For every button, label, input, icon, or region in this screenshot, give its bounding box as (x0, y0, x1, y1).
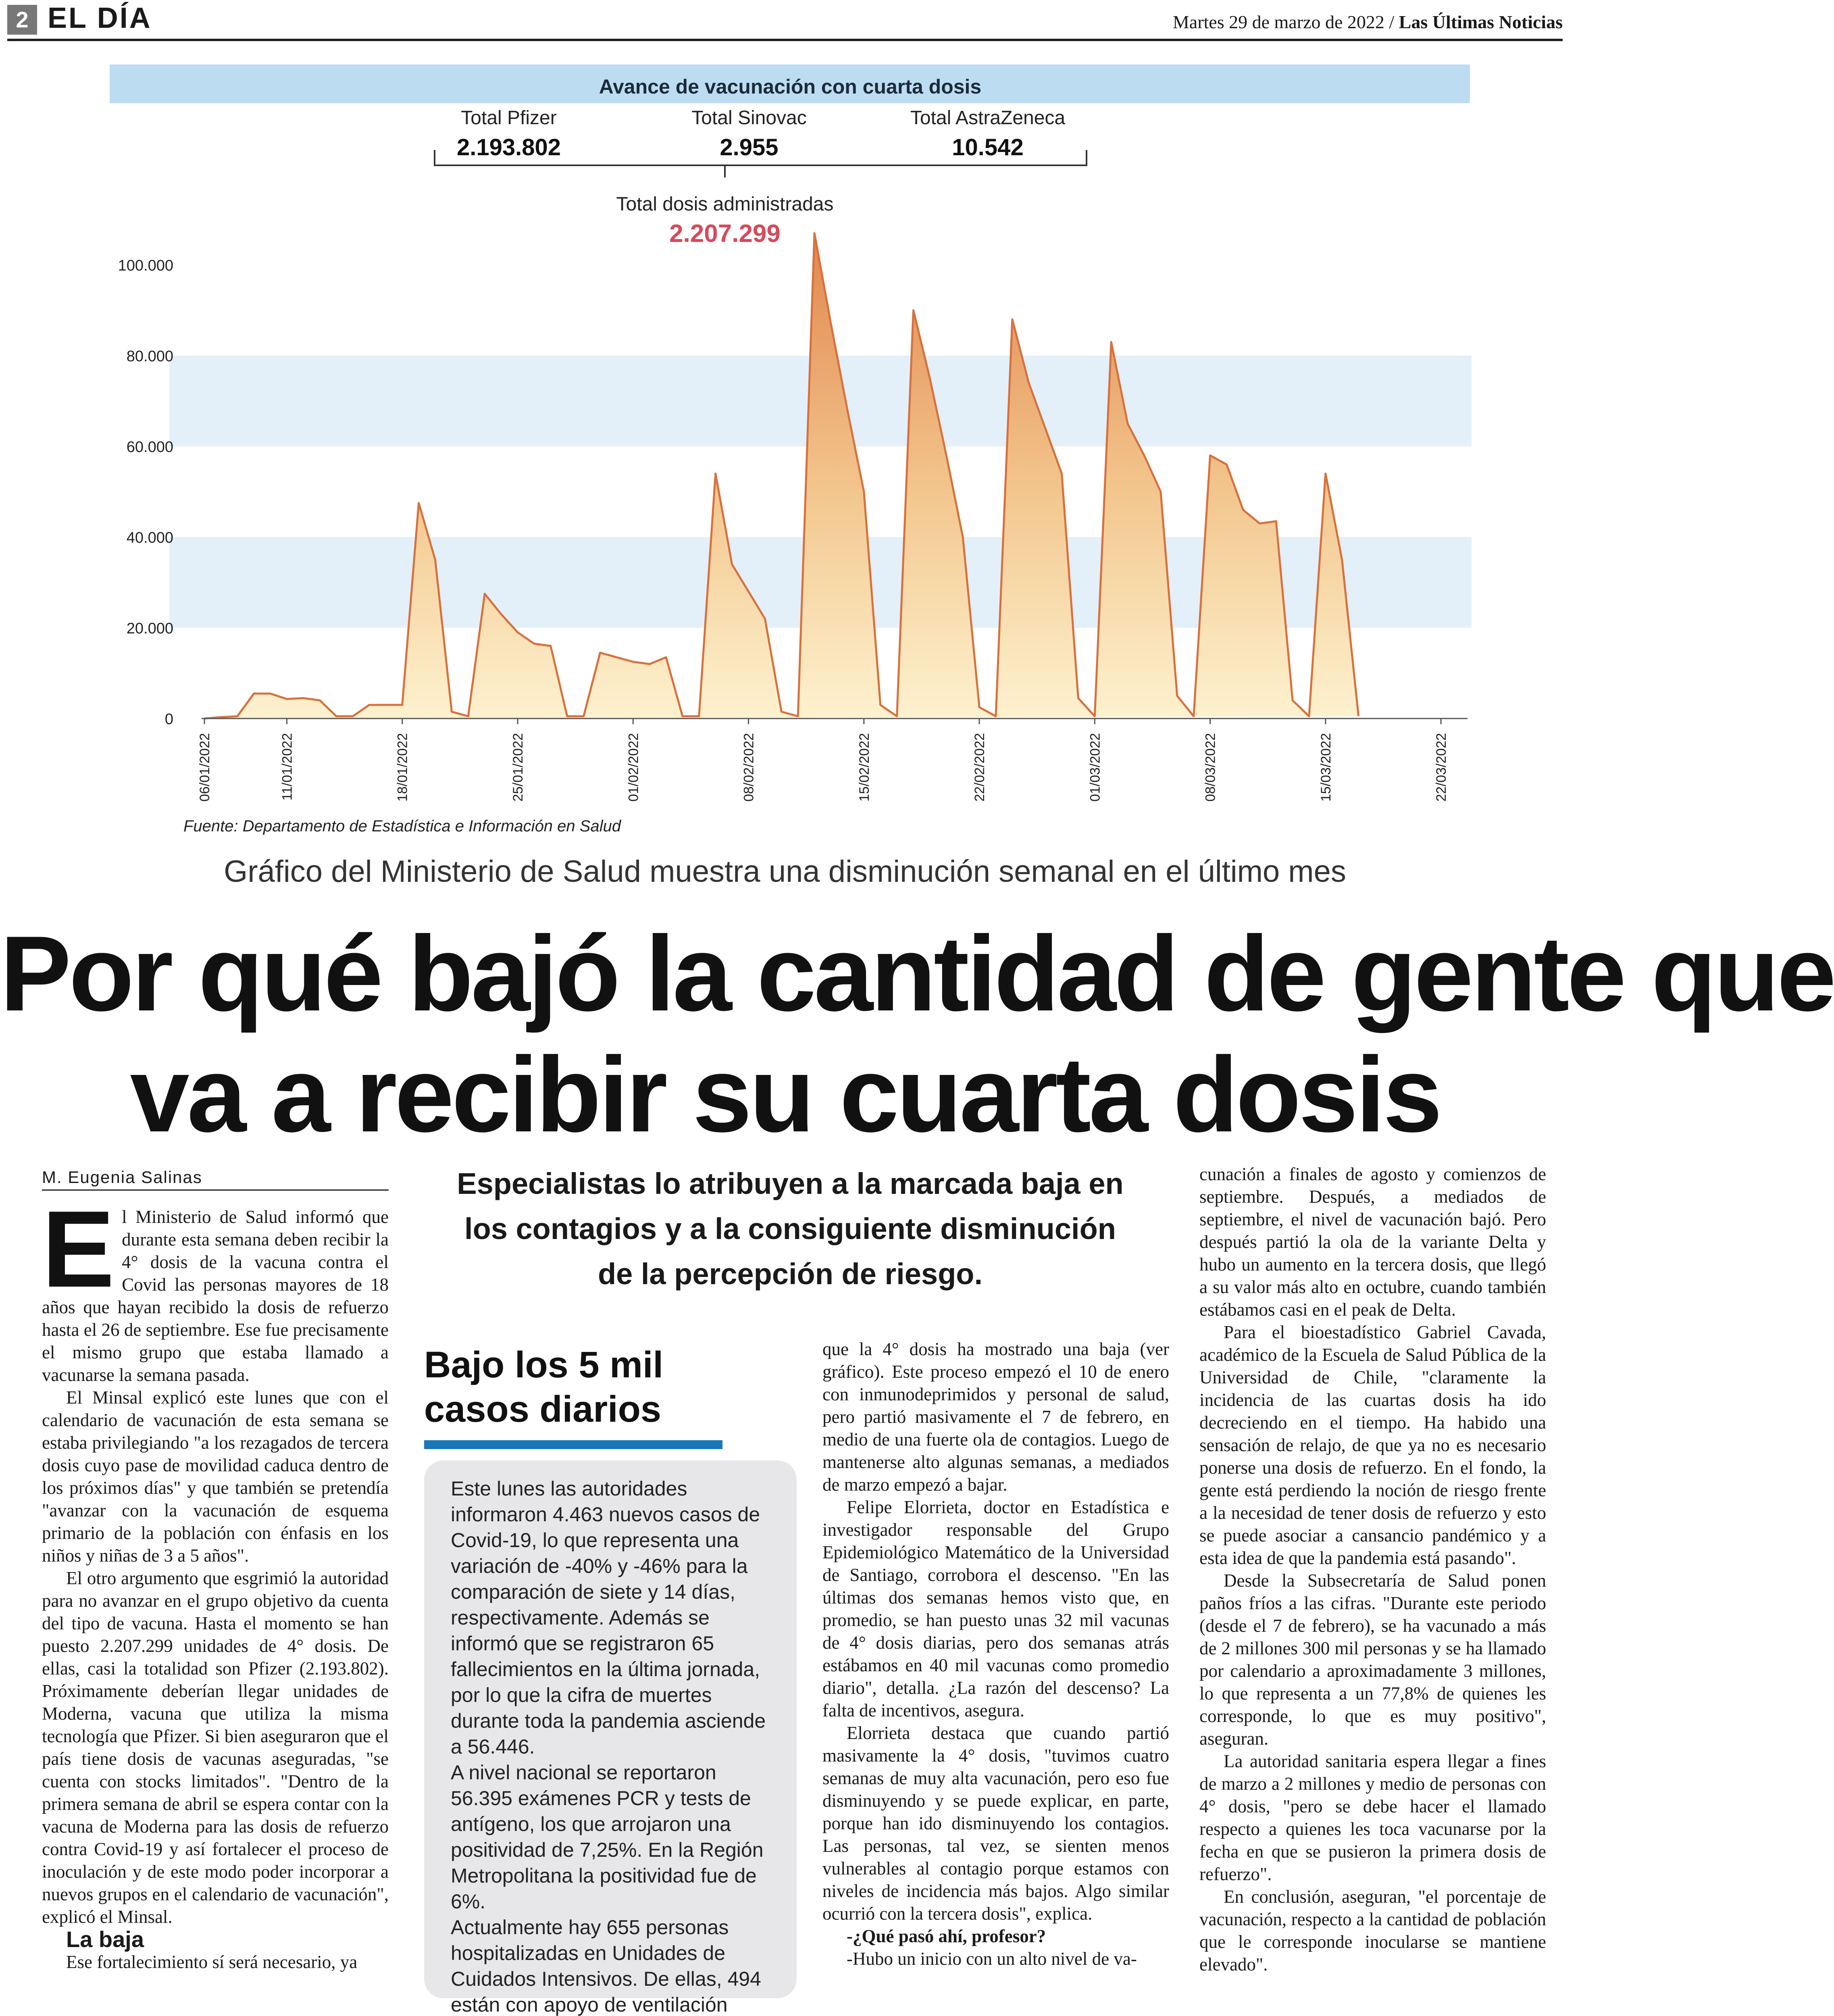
x-tick-label: 06/01/2022 (197, 733, 212, 802)
box-paragraph-3: Actualmente hay 655 personas hospitalizadas en Unidades de Cuidados Intensivos. De ellas, 494 están con apoyo de ventilación (451, 1916, 761, 2016)
col3-paragraph-3: Elorrieta destaca que cuando partió masivamente la 4° dosis, "tuvimos cuatro semanas de muy alta vacunación, pero eso fue disminuyendo y se puede explicar, en parte, porque han ido disminuyendo los contagios. Las personas, tal vez, se sienten menos vulnerables al contagio porque estamos con niveles de incidencia más bajos. Algo similar ocurrió con la tercera dosis", explica. (822, 1723, 1169, 1924)
x-tick-label: 08/02/2022 (741, 733, 757, 802)
col3-paragraph-1: que la 4° dosis ha mostrado una baja (ver gráfico). Este proceso empezó el 10 de enero con inmunodeprimidos y personal de salud, pero partió masivamente el 7 de febrero, en medio de una fuerte ola de contagios. Luego de mantenerse alto algunas semanas, a mediados de marzo empezó a bajar. (822, 1339, 1169, 1495)
box-paragraph-1: Este lunes las autoridades informaron 4.463 nuevos casos de Covid-19, lo que representa una variación de -40% y -46% para la comparación de siete y 14 días, respectivamente. Además se informó que se registraron 65 fallecimientos en la última jornada, por lo que la cifra de muertes durante toda la pandemia asciende a 56.446. (451, 1477, 766, 1758)
total-value-2: 10.542 (952, 134, 1024, 160)
headline (0, 913, 1834, 1155)
total-value-1: 2.955 (720, 134, 779, 160)
column-1 (42, 1189, 389, 1973)
vaccination-chart (0, 60, 1570, 847)
y-tick-label: 20.000 (126, 620, 173, 637)
box-title-line-2: casos diarios (424, 1389, 662, 1430)
x-tick-label: 08/03/2022 (1203, 733, 1218, 802)
deck: Gráfico del Ministerio de Salud muestra una disminución semanal en el último mes (224, 854, 1346, 889)
total-value-0: 2.193.802 (456, 134, 561, 160)
x-tick-label: 22/02/2022 (972, 733, 988, 802)
y-tick-label: 0 (164, 711, 173, 728)
column-4 (1199, 1163, 1546, 1976)
x-tick-label: 18/01/2022 (395, 733, 410, 802)
drop-cap: E (42, 1189, 115, 1310)
x-tick-label: 25/01/2022 (510, 733, 526, 802)
data-area (204, 233, 1359, 719)
summary (419, 1161, 1161, 1297)
col1-paragraph-4: Ese fortalecimiento sí será necesario, ya (66, 1952, 358, 1972)
chart-title: Avance de vacunación con cuarta dosis (599, 75, 982, 98)
headline-line-2: va a recibir su cuarta dosis (130, 1035, 1440, 1154)
col3-paragraph-2: Felipe Elorrieta, doctor en Estadística e investigador responsable del Grupo Epidemiológico Matemático de la Universidad de Santiago, corrobora el descenso. "En las últimas dos semanas hemos visto que, en promedio, se han puesto unas 32 mil vacunas de 4° dosis diarias, pero dos semanas atrás estábamos en 40 mil vacunas como promedio diario", detalla. ¿La razón del descenso? La falta de incentivos, asegura. (822, 1497, 1169, 1720)
summary-line-1: Especialistas lo atribuyen a la marcada baja en (457, 1167, 1124, 1200)
dateline (1173, 11, 1563, 33)
box-title (424, 1343, 714, 1431)
y-tick-label: 100.000 (118, 257, 173, 274)
page-number: 2 (7, 5, 37, 35)
total-doses-label: Total dosis administradas (616, 194, 834, 215)
headline-line-1: Por qué bajó la cantidad de gente que (0, 914, 1834, 1033)
col1-paragraph-1: l Ministerio de Salud informó que durante esta semana deben recibir la 4° dosis de la vacuna contra el Covid las personas mayores de 18 años que hayan recibido la dosis de refuerzo hasta el 26 de septiembre. Ese fue precisamente el mismo grupo que estaba llamado a vacunarse la semana pasada. (42, 1207, 389, 1385)
x-tick-label: 01/02/2022 (626, 733, 641, 802)
summary-line-2: los contagios y a la consiguiente disminución (464, 1212, 1116, 1245)
y-tick-label: 60.000 (126, 439, 173, 456)
summary-line-3: de la percepción de riesgo. (597, 1257, 983, 1291)
publication-name: Las Últimas Noticias (1399, 12, 1563, 32)
column-3 (822, 1338, 1169, 1970)
col1-paragraph-2: El Minsal explicó este lunes que con el calendario de vacunación de esta semana se estaba privilegiando "a los rezagados de tercera dosis cuyo pase de movilidad caduca dentro de los próximos días" y que también se pretendía "avanzar con la vacunación de esquema primario de la población con énfasis en los niños y niñas de 3 a 5 años". (42, 1387, 389, 1566)
total-label-0: Total Pfizer (461, 107, 557, 129)
x-tick-label: 15/03/2022 (1318, 733, 1334, 802)
total-label-1: Total Sinovac (691, 107, 807, 129)
y-tick-label: 80.000 (126, 348, 173, 365)
sidebar-box-text (451, 1476, 773, 2016)
x-tick-label: 11/01/2022 (279, 733, 295, 801)
interview-answer: -Hubo un inicio con un alto nivel de va- (847, 1949, 1137, 1969)
subhead-la-baja: La baja (66, 1926, 144, 1952)
x-tick-label: 22/03/2022 (1434, 733, 1449, 802)
box-title-line-1: Bajo los 5 mil (424, 1344, 664, 1385)
col4-paragraph-4: La autoridad sanitaria espera llegar a fines de marzo a 2 millones y medio de personas con 4° dosis, "pero se debe hacer el llamado respecto a quienes les toca vacunarse por la fecha en que se pusieron la primera dosis de refuerzo". (1199, 1751, 1546, 1884)
col4-paragraph-5: En conclusión, aseguran, "el porcentaje de vacunación, respecto a la cantidad de población que le corresponde inocularse se mantiene elevado". (1199, 1887, 1546, 1974)
byline: M. Eugenia Salinas (42, 1168, 389, 1191)
x-tick-label: 15/02/2022 (856, 733, 872, 802)
col4-paragraph-1: cunación a finales de agosto y comienzos de septiembre. Después, a mediados de septiembre, el nivel de vacunación bajó. Pero después partió la ola de la variante Delta y hubo un aumento en la tercera dosis, que llegó a su valor más alto en octubre, cuando también estábamos casi en el peak de Delta. (1199, 1164, 1546, 1320)
header-rule (7, 39, 1563, 41)
section-title: EL DÍA (48, 2, 152, 34)
chart-source: Fuente: Departamento de Estadística e Información en Salud (183, 817, 621, 835)
interview-question: -¿Qué pasó ahí, profesor? (847, 1926, 1046, 1946)
col4-paragraph-3: Desde la Subsecretaría de Salud ponen paños fríos a las cifras. "Durante este periodo (desde el 7 de febrero), se ha vacunado a más de 2 millones 300 mil personas y se ha llamado por calendario a aproximadamente 3 millones, lo que representa a un 77,8% de quienes les corresponde, lo que es muy positivo", aseguran. (1199, 1570, 1546, 1749)
box-accent-rule (424, 1440, 722, 1449)
y-tick-label: 40.000 (126, 529, 173, 546)
date: Martes 29 de marzo de 2022 / (1172, 12, 1395, 32)
col4-paragraph-2: Para el bioestadístico Gabriel Cavada, académico de la Escuela de Salud Pública de la Universidad de Chile, "claramente la incidencia de las cuartas dosis ha ido decreciendo en el tiempo. Ha habido una sensación de relajo, de que ya no es necesario ponerse una dosis de refuerzo. En el fondo, la gente está perdiendo la noción de riesgo frente a la necesidad de tener dosis de refuerzo y esto se puede asociar a cansancio pandémico y a esta idea de que la pandemia está pasando". (1199, 1322, 1546, 1568)
box-paragraph-2: A nivel nacional se reportaron 56.395 exámenes PCR y tests de antígeno, los que arrojaron una positividad de 7,25%. En la Región Metropolitana la positividad fue de 6%. (451, 1761, 764, 1913)
x-tick-label: 01/03/2022 (1087, 733, 1103, 802)
total-doses-value: 2.207.299 (669, 220, 781, 248)
total-label-2: Total AstraZeneca (910, 107, 1066, 129)
col1-paragraph-3: El otro argumento que esgrimió la autoridad para no avanzar en el grupo objetivo da cuenta del tipo de vacuna. Hasta el momento se han puesto 2.207.299 unidades de 4° dosis. De ellas, casi la totalidad son Pfizer (2.193.802). Próximamente deberían llegar unidades de Moderna, vacuna que utiliza la misma tecnología que Pfizer. Si bien aseguraron que el país tiene dosis de vacunas aseguradas, "se cuenta con stocks limitados". "Dentro de la primera semana de abril se espera contar con la vacuna de Moderna para las dosis de refuerzo contra Covid-19 y así fortalecer el proceso de inoculación y de este modo poder incorporar a nuevos grupos en el calendario de vacunación", explicó el Minsal. (42, 1568, 389, 1927)
